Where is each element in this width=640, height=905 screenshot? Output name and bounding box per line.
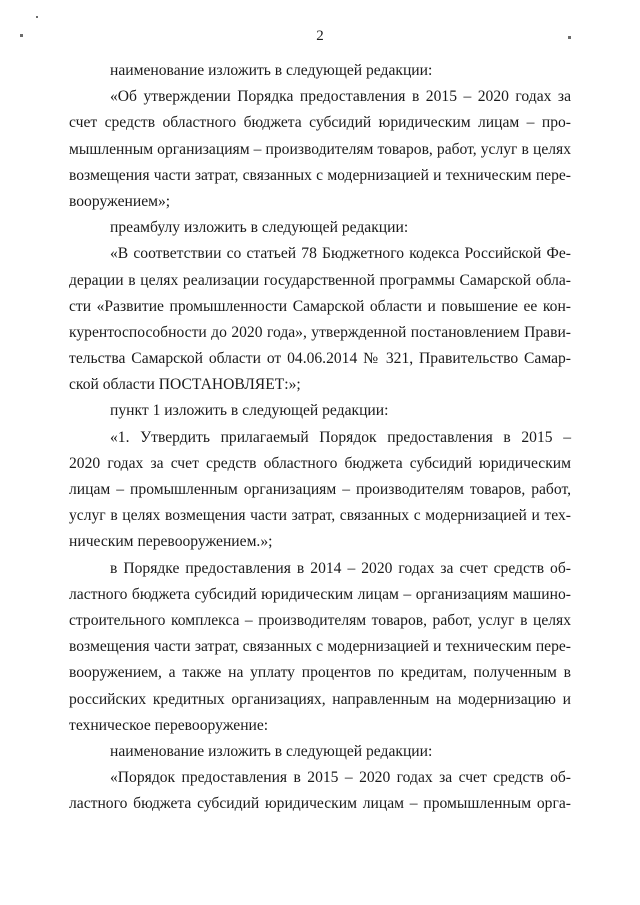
text-line: «1. Утвердить прилагаемый Порядок предоставления в 2015 – <box>110 428 571 446</box>
text-line: мышленным организациям – производителям товаров, работ, услуг в целях <box>69 140 571 158</box>
text-line: строительного комплекса – производителям товаров, работ, услуг в целях <box>69 611 571 629</box>
text-line: курентоспособности до 2020 года», утвержденной постановлением Прави- <box>69 323 571 341</box>
text-line: ской области ПОСТАНОВЛЯЕТ:»; <box>69 376 301 394</box>
text-line: сти «Развитие промышленности Самарской области и повышение ее кон- <box>69 297 571 315</box>
text-line: счет средств областного бюджета субсидий юридическим лицам – про- <box>69 114 571 132</box>
text-line: техническое перевооружение: <box>69 716 269 734</box>
text-line: «В соответствии со статьей 78 Бюджетного кодекса Российской Фе- <box>110 245 571 263</box>
text-line: ническим перевооружением.»; <box>69 533 273 551</box>
text-line: вооружением»; <box>69 192 171 210</box>
text-line: возмещения части затрат, связанных с модернизацией и техническим пере- <box>69 166 571 184</box>
text-line: пункт 1 изложить в следующей редакции: <box>110 402 389 420</box>
text-line: дерации в целях реализации государственной программы Самарской обла- <box>69 271 571 289</box>
text-line: наименование изложить в следующей редакции: <box>110 742 433 760</box>
text-line: ластного бюджета субсидий юридическим лицам – организациям машино- <box>69 585 571 603</box>
text-line: российских кредитных организациях, направленным на модернизацию и <box>69 690 571 708</box>
text-line: преамбулу изложить в следующей редакции: <box>110 219 409 237</box>
text-line: в Порядке предоставления в 2014 – 2020 годах за счет средств об- <box>110 559 571 577</box>
text-line: тельства Самарской области от 04.06.2014 № 321, Правительство Самар- <box>69 350 571 368</box>
text-line: ластного бюджета субсидий юридическим лицам – промышленным орга- <box>69 795 571 813</box>
text-line: наименование изложить в следующей редакции: <box>110 62 433 79</box>
scan-speck <box>36 16 38 18</box>
text-line: вооружением, а также на уплату процентов по кредитам, полученным в <box>69 664 571 682</box>
text-line: возмещения части затрат, связанных с модернизацией и техническим пере- <box>69 638 571 656</box>
text-line: лицам – промышленным организациям – производителям товаров, работ, <box>69 481 571 498</box>
text-line: «Об утверждении Порядка предоставления в 2015 – 2020 годах за <box>110 88 571 106</box>
text-line: услуг в целях возмещения части затрат, связанных с модернизацией и тех- <box>69 507 571 525</box>
text-line: 2020 годах за счет средств областного бюджета субсидий юридическим <box>69 454 571 472</box>
document-body <box>69 58 571 817</box>
page-number: 2 <box>316 28 324 44</box>
text-line: «Порядок предоставления в 2015 – 2020 годах за счет средств об- <box>110 769 571 787</box>
